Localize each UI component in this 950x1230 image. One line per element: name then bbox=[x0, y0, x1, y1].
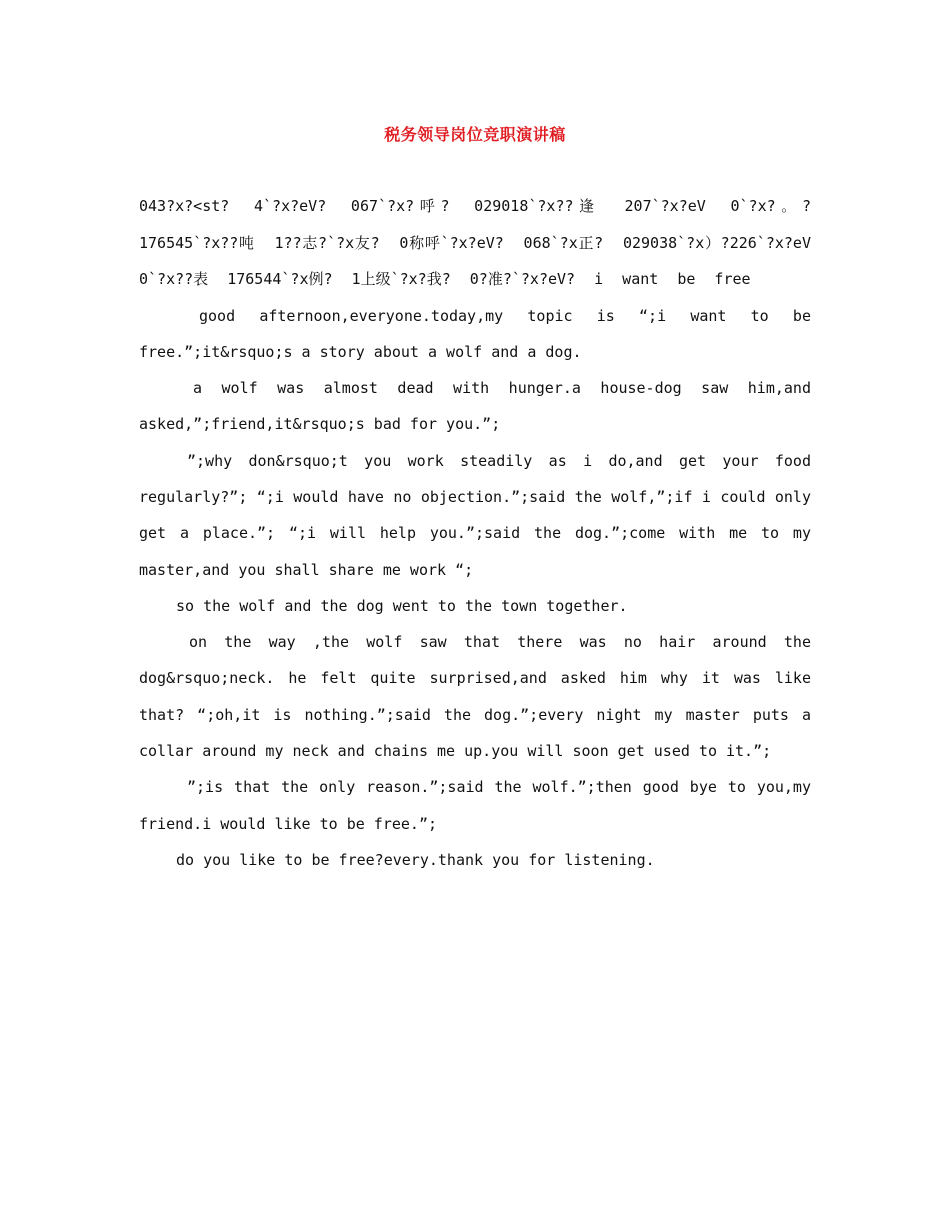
paragraph-dialogue: ”;why don&rsquo;t you work steadily as i do,and get your food regularly?”; “;i would have no objection.”;said the wolf,”;if i could only get a place.”; “;i will help you.”;said the dog.”;come with me to my master,and you shall share me work “; bbox=[139, 451, 811, 579]
paragraph-free: ”;is that the only reason.”;said the wolf.”;then good bye to you,my friend.i would like to be free.”; bbox=[139, 778, 811, 833]
paragraph-wolf-hunger: a wolf was almost dead with hunger.a house-dog saw him,and asked,”;friend,it&rsquo;s bad for you.”; bbox=[139, 379, 811, 434]
paragraph-closing: do you like to be free?every.thank you for listening. bbox=[176, 850, 655, 869]
document-body bbox=[139, 188, 811, 878]
paragraph-garbled-header: 043?x?<st? 4`?x?eV? 067`?x?呼? 029018`?x??逢 207`?x?eV 0`?x?。?176545`?x??吨 1??志?`?x友? 0称呼`?x?eV? 068`?x正? 029038`?x）?226`?x?eV 0`?x??表 176544`?x例? 1上级`?x?我? 0?准?`?x?eV? i want be free bbox=[139, 197, 811, 288]
paragraph-intro: good afternoon,everyone.today,my topic is “;i want to be free.”;it&rsquo;s a story about a wolf and a dog. bbox=[139, 306, 811, 361]
document-title: 税务领导岗位竞职演讲稿 bbox=[384, 125, 566, 144]
paragraph-town: so the wolf and the dog went to the town together. bbox=[176, 596, 628, 615]
paragraph-collar: on the way ,the wolf saw that there was no hair around the dog&rsquo;neck. he felt quite surprised,and asked him why it was like that? “;oh,it is nothing.”;said the dog.”;every night my master puts a collar around my neck and chains me up.you will soon get used to it.”; bbox=[139, 633, 811, 761]
